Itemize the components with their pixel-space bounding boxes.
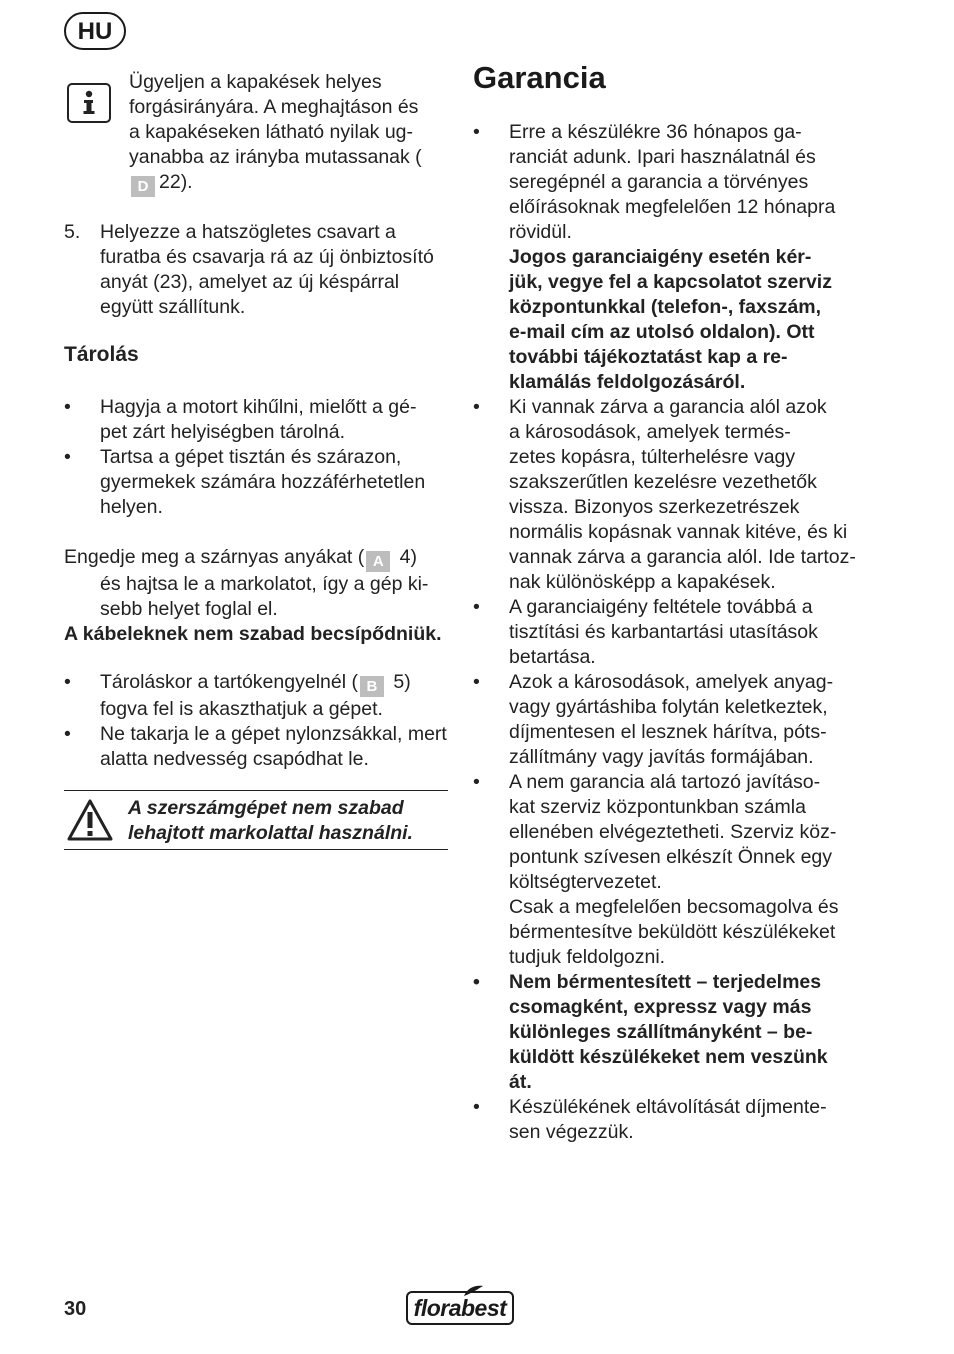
list-item <box>473 670 873 770</box>
list-line: • Azok a károsodások, amelyek anyag- <box>509 671 834 693</box>
list-line: klamálás feldolgozásáról. <box>509 371 746 393</box>
wing-nut-paragraph <box>64 545 454 647</box>
list-line: bérmentesítve beküldött készülékeket <box>509 921 836 943</box>
section-title-storage: Tárolás <box>64 343 139 366</box>
info-line: a kapakéseken látható nyilak ug- <box>129 121 414 143</box>
page-number: 30 <box>64 1298 87 1320</box>
list-line: vagy gyártáshiba folytán keletkeztek, <box>509 696 828 718</box>
para-text: Engedje meg a szárnyas anyákat ( <box>64 546 365 568</box>
list-line: a károsodások, amelyek termés- <box>509 421 791 443</box>
list-line: • Hagyja a motort kihűlni, mielőtt a gé- <box>100 396 417 418</box>
info-line: forgásirányára. A meghajtáson és <box>129 96 419 118</box>
step-line: anyát (23), amelyet az új késpárral <box>100 271 400 293</box>
list-line: Jogos garanciaigény esetén kér- <box>509 246 812 268</box>
warning-line: A szerszámgépet nem szabad <box>128 797 404 819</box>
list-line: e-mail cím az utolsó oldalon). Ott <box>509 321 815 343</box>
step-line: furatba és csavarja rá az új önbiztosító <box>100 246 434 268</box>
list-line: • Tartsa a gépet tisztán és szárazon, <box>100 446 402 468</box>
list-line: küldött készülékeket nem veszünk <box>509 1046 828 1068</box>
list-line: ellenében elvégeztetheti. Szerviz köz- <box>509 821 837 843</box>
list-line: vannak zárva a garancia alól. Ide tartoz- <box>509 546 856 568</box>
warning-line: lehajtott markolattal használni. <box>128 822 413 844</box>
list-line: sen végezzük. <box>509 1121 634 1143</box>
section-title-warranty: Garancia <box>473 60 606 95</box>
list-item <box>64 395 454 445</box>
warning-text <box>128 796 448 846</box>
warning-box <box>64 790 448 850</box>
list-line: pontunk szívesen elkészít Önnek egy <box>509 846 833 868</box>
step-line: Helyezze a hatszögletes csavart a <box>100 221 396 243</box>
step-5 <box>64 220 454 320</box>
list-line: nak különösképp a kapakések. <box>509 571 776 593</box>
warranty-list <box>473 120 873 1145</box>
para-line: és hajtsa le a markolatot, így a gép ki- <box>100 573 429 595</box>
list-line: tudjuk feldolgozni. <box>509 946 666 968</box>
step-line: együtt szállítunk. <box>100 296 246 318</box>
figure-ref-badge: B <box>360 676 384 697</box>
info-line: yanabba az irányba mutassanak ( <box>129 146 422 168</box>
cable-warning-line: A kábeleknek nem szabad becsípődniük. <box>64 623 442 645</box>
figure-ref-badge: D <box>131 176 155 197</box>
para-line <box>64 545 454 572</box>
list-line: • A nem garancia alá tartozó javításo- <box>509 771 821 793</box>
list-line: helyen. <box>100 496 163 518</box>
list-line: • Készülékének eltávolítását díjmente- <box>509 1096 827 1118</box>
list-line: normális kopásnak vannak kitéve, és ki <box>509 521 848 543</box>
list-line: alatta nedvesség csapódhat le. <box>100 748 369 770</box>
list-line: tisztítási és karbantartási utasítások <box>509 621 818 643</box>
list-line <box>100 670 454 697</box>
list-line: költségtervezetet. <box>509 871 662 893</box>
brand-logo <box>406 1285 516 1327</box>
list-text: 5) <box>387 671 411 693</box>
storage-list-2 <box>64 670 454 772</box>
list-text: Tároláskor a tartókengyelnél ( <box>100 671 358 693</box>
list-line: központunkkal (telefon-, faxszám, <box>509 296 822 318</box>
info-line: Ügyeljen a kapakések helyes <box>129 71 382 93</box>
list-line: • A garanciaigény feltétele továbbá a <box>509 596 813 618</box>
list-item <box>64 670 454 722</box>
list-line: zállítmány vagy javítás formájában. <box>509 746 814 768</box>
list-item <box>473 120 873 395</box>
list-item <box>64 722 454 772</box>
list-line: gyermekek számára hozzáférhetetlen <box>100 471 426 493</box>
ref-tail: 22). <box>159 171 193 193</box>
list-line: ranciát adunk. Ipari használatnál és <box>509 146 816 168</box>
info-icon <box>67 83 111 123</box>
list-line: seregépnél a garancia a törvényes <box>509 171 809 193</box>
info-line-ref <box>129 170 449 197</box>
list-line: • Erre a készülékre 36 hónapos ga- <box>509 121 802 143</box>
list-line: további tájékoztatást kap a re- <box>509 346 788 368</box>
brand-name: florabest <box>406 1291 514 1325</box>
list-line: fogva fel is akaszthatjuk a gépet. <box>100 698 383 720</box>
list-line: rövidül. <box>509 221 572 243</box>
list-item <box>473 595 873 670</box>
list-item <box>64 445 454 520</box>
list-line: jük, vegye fel a kapcsolatot szerviz <box>509 271 832 293</box>
list-line: • Ne takarja le a gépet nylonzsákkal, mert <box>100 723 447 745</box>
info-note-text <box>129 70 449 197</box>
list-item <box>473 1095 873 1145</box>
list-line: betartása. <box>509 646 596 668</box>
list-line: • Ki vannak zárva a garancia alól azok <box>509 396 827 418</box>
list-line: szakszerűtlen kezelésre vezethetők <box>509 471 817 493</box>
warning-triangle-icon <box>66 798 114 842</box>
list-item <box>473 970 873 1095</box>
language-badge: HU <box>64 12 126 50</box>
para-line: sebb helyet foglal el. <box>100 598 278 620</box>
list-line: kat szerviz központunkban számla <box>509 796 806 818</box>
list-item <box>473 770 873 970</box>
list-line: át. <box>509 1071 532 1093</box>
list-line: zetes kopásra, túlterhelésre vagy <box>509 446 796 468</box>
storage-list <box>64 395 454 520</box>
list-line: • Nem bérmentesített – terjedelmes <box>509 971 822 993</box>
list-item <box>473 395 873 595</box>
para-text: 4) <box>394 546 418 568</box>
list-line: különleges szállítmányként – be- <box>509 1021 813 1043</box>
list-line: díjmentesen el lesznek hárítva, póts- <box>509 721 827 743</box>
list-line: előírásoknak megfelelően 12 hónapra <box>509 196 836 218</box>
list-line: csomagként, expressz vagy más <box>509 996 812 1018</box>
figure-ref-badge: A <box>366 551 390 572</box>
list-line: vissza. Bizonyos szerkezetrészek <box>509 496 800 518</box>
step-number: 5. <box>64 221 81 243</box>
list-line: Csak a megfelelően becsomagolva és <box>509 896 839 918</box>
list-line: pet zárt helyiségben tárolná. <box>100 421 345 443</box>
